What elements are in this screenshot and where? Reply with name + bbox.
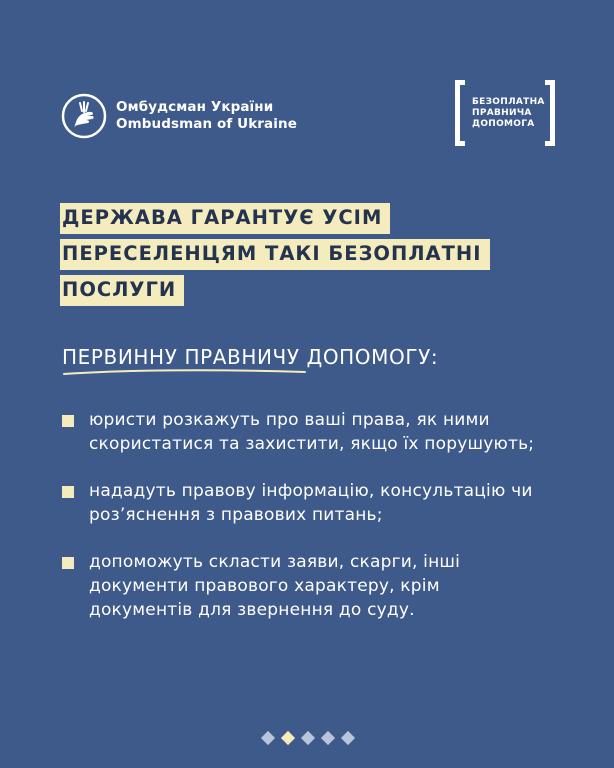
bullet-icon — [62, 415, 74, 427]
list-item-text: допоможуть скласти заяви, скарги, інші документи правового характеру, крім документів для звернення до суду. — [89, 552, 461, 620]
ombudsman-logo — [60, 92, 297, 140]
ombudsman-name-ua: Омбудсман України — [116, 99, 274, 115]
left-bracket-icon — [455, 80, 465, 146]
legal-aid-logo-line2: ПРАВНИЧА — [472, 108, 532, 118]
list-item — [62, 550, 562, 622]
list-item-text: юристи розкажуть про ваші права, як ними скористатися та захистити, якщо їх порушують; — [89, 410, 535, 454]
legal-aid-logo-line1: БЕЗОПЛАТНА — [472, 97, 545, 107]
subheading-underline — [62, 367, 307, 377]
pagination-dot-2[interactable] — [281, 731, 295, 745]
ombudsman-hand-emblem-icon — [60, 92, 108, 140]
pagination-dot-5[interactable] — [341, 731, 355, 745]
headline-line-3: ПОСЛУГИ — [60, 275, 184, 306]
free-legal-aid-logo — [455, 80, 555, 148]
legal-aid-logo-line3: ДОПОМОГА — [472, 119, 535, 129]
headline-line-1: ДЕРЖАВА ГАРАНТУЄ УСІМ — [60, 203, 390, 234]
services-list — [62, 408, 562, 645]
subheading: ПЕРВИННУ ПРАВНИЧУ ДОПОМОГУ: — [62, 345, 439, 369]
headline — [60, 203, 560, 311]
right-bracket-icon — [545, 80, 555, 146]
pagination-dot-3[interactable] — [301, 731, 315, 745]
bullet-icon — [62, 486, 74, 498]
bullet-icon — [62, 557, 74, 569]
carousel-pagination — [258, 733, 358, 743]
list-item — [62, 479, 562, 527]
ombudsman-name-en: Ombudsman of Ukraine — [116, 116, 297, 132]
pagination-dot-4[interactable] — [321, 731, 335, 745]
pagination-dot-1[interactable] — [261, 731, 275, 745]
header — [0, 0, 614, 170]
list-item — [62, 408, 562, 456]
list-item-text: нададуть правову інформацію, консультацію чи роз’яснення з правових питань; — [89, 481, 533, 525]
headline-line-2: ПЕРЕСЕЛЕНЦЯМ ТАКІ БЕЗОПЛАТНІ — [60, 239, 490, 270]
